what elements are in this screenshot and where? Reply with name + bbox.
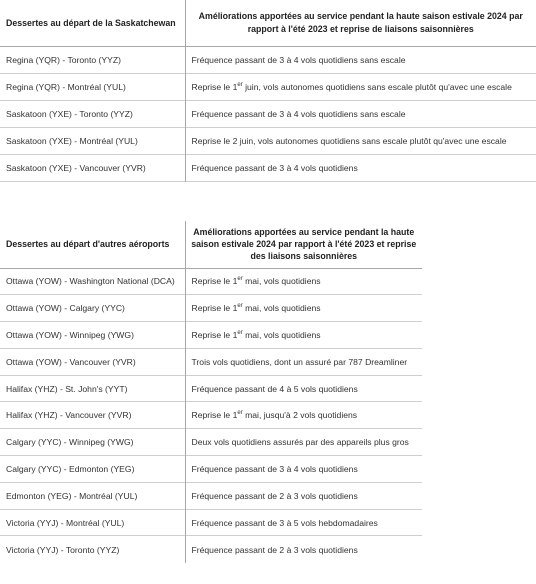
table-row: [0, 154, 536, 181]
table-row: [0, 73, 536, 100]
improvement-cell: Fréquence passant de 2 à 3 vols quotidiens: [191, 490, 358, 501]
route-cell: Regina (YQR) - Toronto (YYZ): [0, 46, 185, 73]
table-row: [0, 482, 422, 509]
table-row: [0, 322, 422, 349]
route-cell: Ottawa (YOW) - Washington National (DCA): [0, 268, 185, 295]
table-row: [0, 456, 422, 483]
improvement-cell: Reprise le 1er mai, jusqu'à 2 vols quotidiens: [191, 410, 358, 421]
route-cell: Ottawa (YOW) - Calgary (YYC): [0, 295, 185, 322]
route-cell: Calgary (YYC) - Edmonton (YEG): [0, 456, 185, 483]
table-row: [0, 375, 422, 402]
route-cell: Victoria (YYJ) - Toronto (YYZ): [0, 536, 185, 563]
table-row: [0, 100, 536, 127]
improvement-cell: Reprise le 1er mai, vols quotidiens: [191, 329, 321, 340]
other-airports-routes-table: [0, 221, 422, 563]
route-cell: Halifax (YHZ) - St. John's (YYT): [0, 375, 185, 402]
table-row: [0, 127, 536, 154]
improvement-cell: Fréquence passant de 3 à 5 vols hebdomadaires: [191, 517, 378, 528]
improvement-cell: Fréquence passant de 3 à 4 vols quotidiens: [191, 463, 358, 474]
route-cell: Calgary (YYC) - Winnipeg (YWG): [0, 429, 185, 456]
route-cell: Saskatoon (YXE) - Vancouver (YVR): [0, 154, 185, 181]
column-header-improvements: Améliorations apportées au service pendant la haute saison estivale 2024 par rapport à l'été 2023 et reprise de liaisons saisonnières: [198, 11, 523, 34]
column-header-routes: Dessertes au départ d'autres aéroports: [0, 221, 185, 268]
improvement-cell: Reprise le 1er mai, vols quotidiens: [191, 303, 321, 314]
improvement-cell: Fréquence passant de 4 à 5 vols quotidiens: [191, 383, 358, 394]
improvement-cell: Fréquence passant de 3 à 4 vols quotidiens: [191, 162, 358, 173]
improvement-cell: Reprise le 1er juin, vols autonomes quotidiens sans escale plutôt qu'avec une escale: [191, 81, 512, 92]
improvement-cell: Fréquence passant de 2 à 3 vols quotidiens: [191, 544, 358, 555]
table-header-row: [0, 221, 422, 268]
route-cell: Saskatoon (YXE) - Montréal (YUL): [0, 127, 185, 154]
route-cell: Ottawa (YOW) - Vancouver (YVR): [0, 348, 185, 375]
improvement-cell: Reprise le 1er mai, vols quotidiens: [191, 276, 321, 287]
route-cell: Halifax (YHZ) - Vancouver (YVR): [0, 402, 185, 429]
route-cell: Saskatoon (YXE) - Toronto (YYZ): [0, 100, 185, 127]
table-row: [0, 429, 422, 456]
route-cell: Edmonton (YEG) - Montréal (YUL): [0, 482, 185, 509]
improvement-cell: Reprise le 2 juin, vols autonomes quotidiens sans escale plutôt qu'avec une escale: [191, 135, 507, 146]
saskatchewan-routes-table: [0, 0, 536, 182]
table-row: [0, 46, 536, 73]
table-row: [0, 536, 422, 563]
table-row: [0, 268, 422, 295]
table-row: [0, 348, 422, 375]
table-row: [0, 295, 422, 322]
table-header-row: [0, 0, 536, 46]
route-cell: Regina (YQR) - Montréal (YUL): [0, 73, 185, 100]
route-cell: Ottawa (YOW) - Winnipeg (YWG): [0, 322, 185, 349]
table-row: [0, 402, 422, 429]
improvement-cell: Deux vols quotidiens assurés par des appareils plus gros: [191, 437, 409, 448]
route-cell: Victoria (YYJ) - Montréal (YUL): [0, 509, 185, 536]
column-header-improvements: Améliorations apportées au service pendant la haute saison estivale 2024 par rapport à l'été 2023 et reprise des liaisons saisonnières: [191, 226, 417, 262]
column-header-routes: Dessertes au départ de la Saskatchewan: [0, 0, 185, 46]
improvement-cell: Fréquence passant de 3 à 4 vols quotidiens sans escale: [191, 108, 406, 119]
table-row: [0, 509, 422, 536]
improvement-cell: Trois vols quotidiens, dont un assuré par 787 Dreamliner: [191, 356, 408, 367]
improvement-cell: Fréquence passant de 3 à 4 vols quotidiens sans escale: [191, 54, 406, 65]
